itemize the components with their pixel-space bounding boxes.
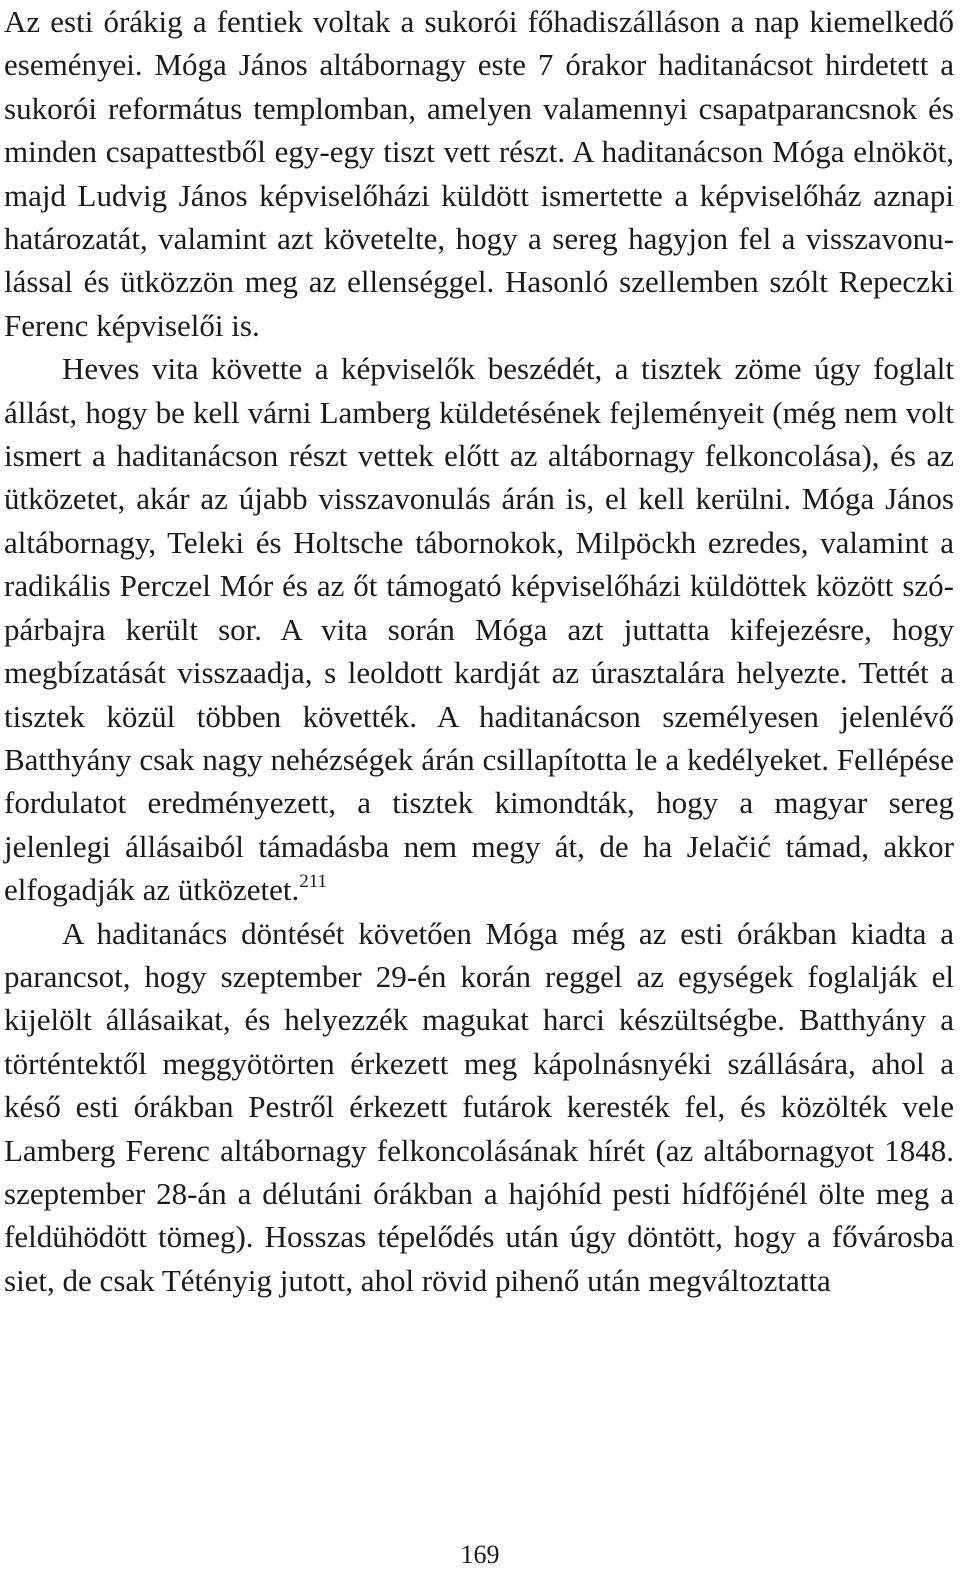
footnote-marker: 211 — [299, 871, 328, 893]
paragraph-2 — [4, 347, 954, 911]
paragraph-1: Az esti órákig a fentiek voltak a sukorói főhadiszálláson a nap kiemelkedő eseményei. Móga János altábornagy este 7 órakor haditanácsot hirdetett a sukorói református templomban, amelyen valamennyi csapatparancsnok és minden csapattestből egy-egy tiszt vett részt. A haditanácson Móga elnököt, majd Ludvig János képviselőházi küldött ismertette a képviselőház aznapi határozatát, valamint azt követelte, hogy a sereg hagyjon fel a visszavonulással és ütközzön meg az ellenséggel. Hasonló szellemben szólt Repeczki Ferenc képviselői is. — [4, 4, 954, 343]
page-number: 169 — [460, 1540, 500, 1569]
document-page — [4, 0, 954, 1302]
paragraph-3: A haditanács döntését követően Móga még az esti órákban kiadta a parancsot, hogy szeptember 29-én korán reggel az egységek foglalják el kijelölt állásaikat, és helyezzék magukat harci készültségbe. Batthyány a történtektől meggyötörten érkezett meg kápolnásnyéki szállására, ahol a késő esti órákban Pestről érkezett futárok keresték fel, és közölték vele Lamberg Ferenc altábornagy felkoncolásának hírét (az altábornagyot 1848. szeptember 28-án a délutáni órákban a hajóhíd pesti hídfőjénél ölte meg a feldühödött tömeg). Hosszas tépelődés után úgy döntött, hogy a fővárosba siet, de csak Tétényig jutott, ahol rövid pihenő után megváltoztatta — [4, 915, 954, 1298]
paragraph-2-text: Heves vita követte a képviselők beszédét, a tisztek zöme úgy foglalt állást, hogy be kell várni Lamberg küldetésének fejleményeit (még nem volt ismert a haditanácson részt vettek előtt az altábornagy felkoncolása), és az ütközetet, akár az újabb visszavonulás árán is, el kell kerülni. Móga János altábornagy, Teleki és Holtsche tábornokok, Milpöckh ezredes, valamint a radikális Perczel Mór és az őt támogató képviselőházi küldöttek között szópárbajra került sor. A vita során Móga azt juttatta kifejezésre, hogy megbízatását visszaadja, s leoldott kardját az úrasztalára helyezte. Tettét a tisztek közül többen követték. A haditanácson személyesen jelenlévő Batthyány csak nagy nehézségek árán csillapította le a kedélyeket. Fellépése fordulatot eredményezett, a tisztek kimondták, hogy a magyar sereg jelenlegi állásaiból támadásba nem megy át, de ha Jelačić támad, akkor elfogadják az ütközetet. — [4, 351, 954, 908]
